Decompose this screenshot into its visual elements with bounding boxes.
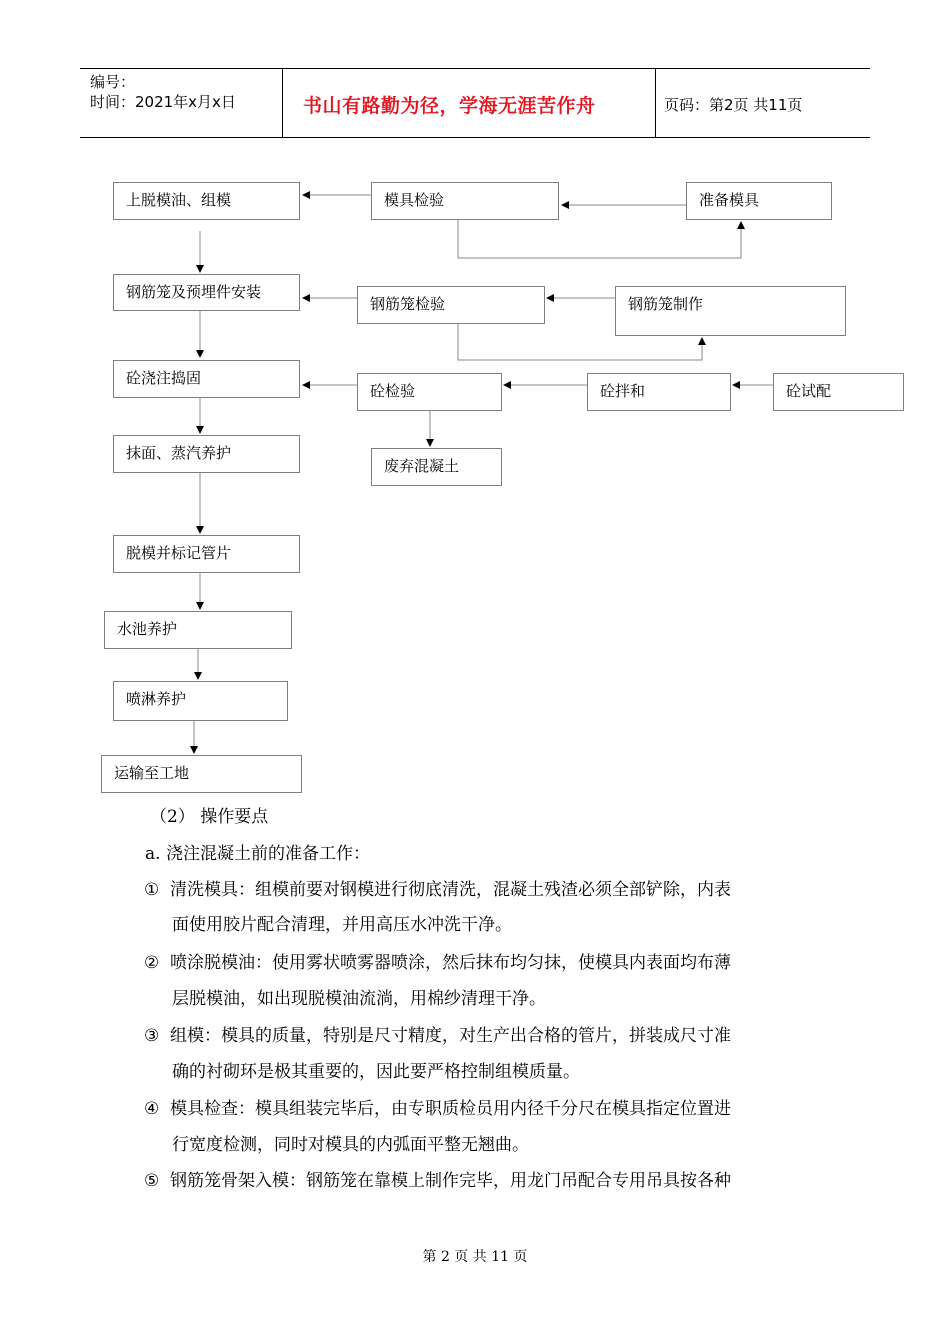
page-footer: 第 2 页 共 11 页 [422,1249,528,1265]
item-2-line-2: 层脱模油，如出现脱模油流淌，用棉纱清理干净。 [172,989,546,1009]
flow-box-transport: 运输至工地 [101,755,302,793]
item-2-number: ② [144,953,160,973]
item-1-line-2: 面使用胶片配合清理，并用高压水冲洗干净。 [172,915,512,935]
flow-box-cage-make: 钢筋笼制作 [615,286,846,336]
number-label: 编号： [90,73,136,91]
flow-box-trial: 砼试配 [773,373,904,411]
item-3-line-1: ③ 组模：模具的质量，特别是尺寸精度，对生产出合格的管片，拼装成尺寸准 [144,1026,731,1046]
slogan: 书山有路勤为径，学海无涯苦作舟 [303,95,596,117]
flow-box-mold-check: 模具检验 [371,182,559,220]
flow-box-oil: 上脱模油、组模 [113,182,300,220]
flow-box-concrete-check: 砼检验 [357,373,502,411]
item-1-line-1: ① 清洗模具：组模前要对钢模进行彻底清洗，混凝土残渣必须全部铲除，内表 [144,880,731,900]
item-4-line-1: ④ 模具检查：模具组装完毕后，由专职质检员用内径千分尺在模具指定位置进 [144,1099,731,1119]
section-heading: （2） 操作要点 [150,807,269,827]
item-2-line-1: ② 喷涂脱模油：使用雾状喷雾器喷涂，然后抹布均匀抹，使模具内表面均布薄 [144,953,731,973]
time-line: 时间：2021年x月x日 [90,93,236,111]
flow-box-pool: 水池养护 [104,611,292,649]
flow-box-prep-mold: 准备模具 [686,182,832,220]
item-3-line-2: 确的衬砌环是极其重要的，因此要严格控制组模质量。 [172,1062,580,1082]
loop-moldcheck-to-prep [458,219,741,258]
flow-box-finish: 抹面、蒸汽养护 [113,435,300,473]
flow-box-spray: 喷淋养护 [113,681,288,721]
flow-box-waste: 废弃混凝土 [371,448,502,486]
sub-heading-a: a. 浇注混凝土前的准备工作： [145,844,370,864]
item-5-number: ⑤ [144,1171,160,1191]
flow-box-pour: 砼浇注捣固 [113,360,300,398]
flow-box-cage-install: 钢筋笼及预埋件安装 [113,274,300,311]
item-4-number: ④ [144,1099,160,1119]
page-info: 页码：第2页 共11页 [664,96,803,114]
item-4-line-2: 行宽度检测，同时对模具的内弧面平整无翘曲。 [172,1135,529,1155]
item-5-line-1: ⑤ 钢筋笼骨架入模：钢筋笼在靠模上制作完毕，用龙门吊配合专用吊具按各种 [144,1171,731,1191]
item-3-number: ③ [144,1026,160,1046]
flow-box-demold: 脱模并标记管片 [113,535,300,573]
item-1-number: ① [144,880,160,900]
flow-box-cage-check: 钢筋笼检验 [357,286,545,324]
flow-box-mix: 砼拌和 [587,373,731,411]
